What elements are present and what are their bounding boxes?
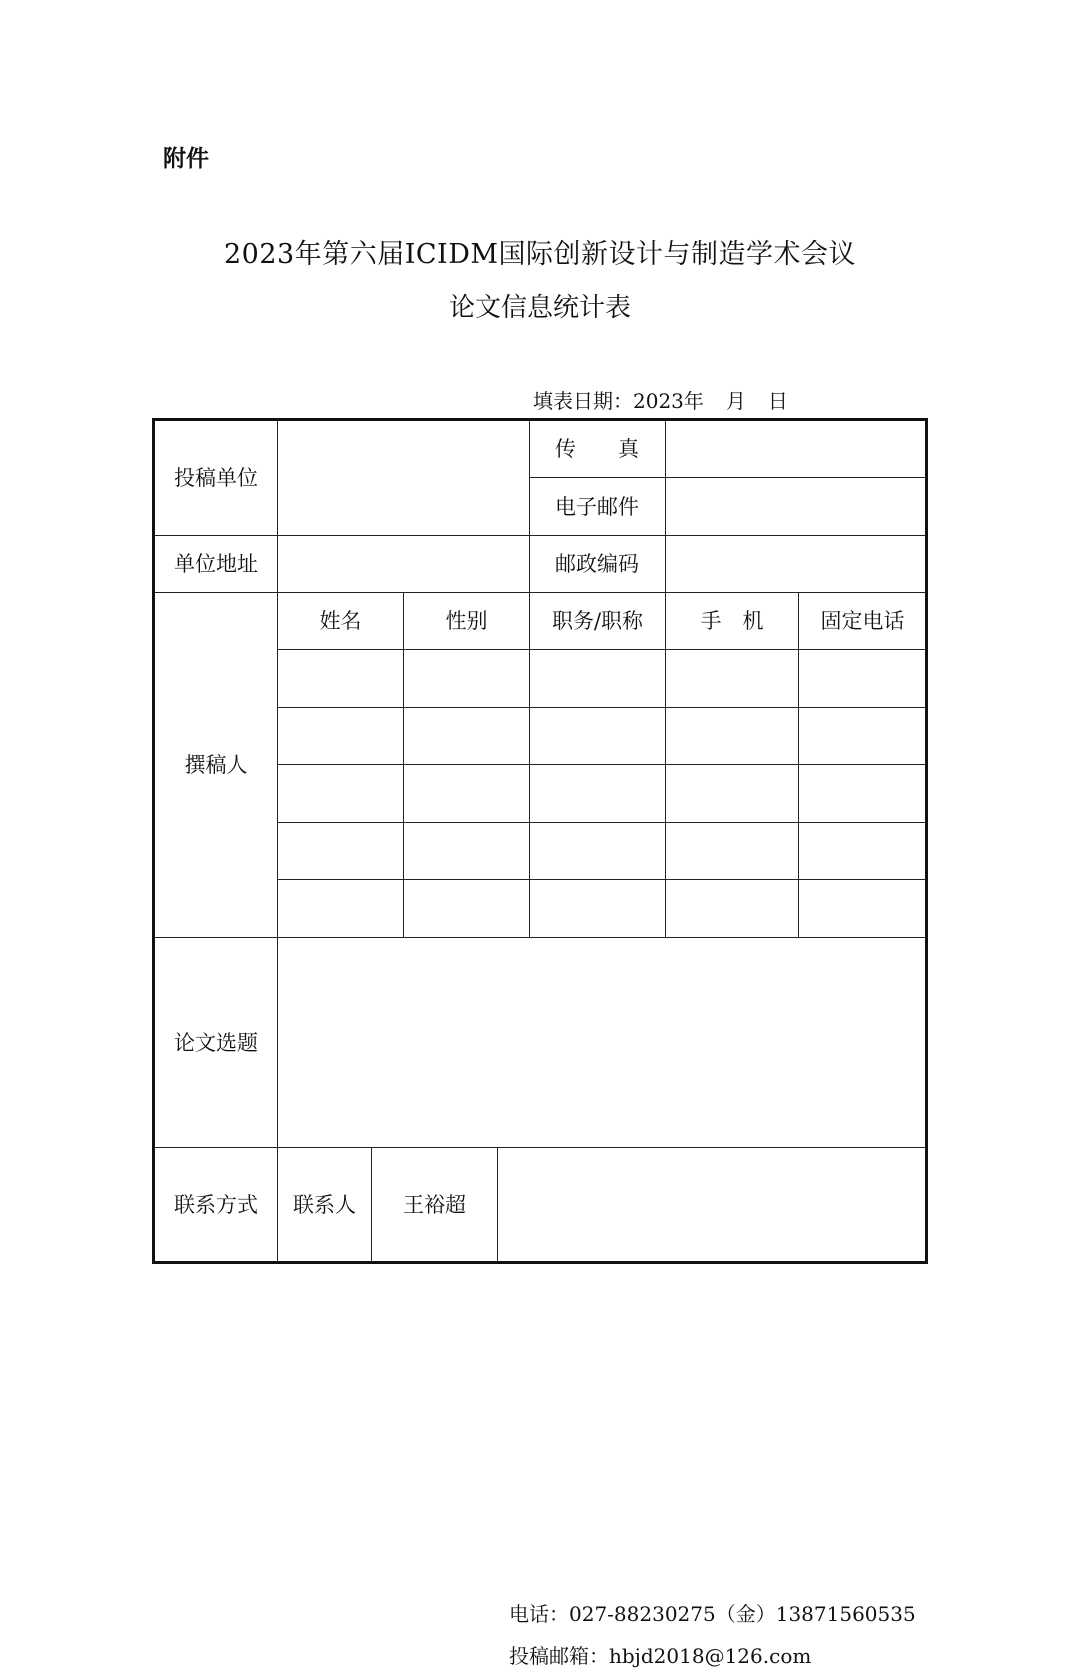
author-mobile-cell[interactable] <box>666 823 798 879</box>
authors-label: 撰稿人 <box>184 753 248 777</box>
paper-info-form <box>152 418 928 1668</box>
postcode-label: 邮政编码 <box>555 552 639 576</box>
column-header-title: 职务/职称 <box>551 609 644 633</box>
author-mobile-cell[interactable] <box>666 765 798 822</box>
author-landline-cell[interactable] <box>799 650 926 707</box>
author-title-cell[interactable] <box>530 650 665 707</box>
author-landline-cell[interactable] <box>799 708 926 764</box>
column-header-landline: 固定电话 <box>820 609 905 633</box>
author-title-cell[interactable] <box>530 823 665 879</box>
author-gender-cell[interactable] <box>404 708 529 764</box>
submit-unit-field[interactable] <box>278 421 529 535</box>
email-label: 电子邮件 <box>555 494 639 519</box>
email-field[interactable] <box>666 478 926 535</box>
author-landline-cell[interactable] <box>799 823 926 879</box>
document-title: 2023年第六届ICIDM国际创新设计与制造学术会议 <box>224 239 856 270</box>
postcode-field[interactable] <box>666 536 926 592</box>
author-name-cell[interactable] <box>278 823 403 879</box>
author-gender-cell[interactable] <box>404 823 529 879</box>
fill-date-label: 填表日期：2023年 <box>533 389 704 413</box>
author-landline-cell[interactable] <box>799 880 926 937</box>
submit-unit-label: 投稿单位 <box>174 466 258 490</box>
author-gender-cell[interactable] <box>404 765 529 822</box>
fax-field[interactable] <box>666 421 926 477</box>
author-mobile-cell[interactable] <box>666 708 798 764</box>
fill-date-month: 月 <box>725 389 746 413</box>
author-name-cell[interactable] <box>278 765 403 822</box>
address-field[interactable] <box>278 536 529 592</box>
author-name-cell[interactable] <box>278 708 403 764</box>
author-title-cell[interactable] <box>530 708 665 764</box>
author-mobile-cell[interactable] <box>666 650 798 707</box>
author-title-cell[interactable] <box>530 880 665 937</box>
contact-email[interactable]: 投稿邮箱：hbjd2018@126.com <box>509 1644 812 1668</box>
author-name-cell[interactable] <box>278 650 403 707</box>
fill-date <box>533 387 788 415</box>
fill-date-day: 日 <box>767 389 788 413</box>
column-header-mobile: 手 机 <box>700 609 764 633</box>
address-label: 单位地址 <box>174 552 258 576</box>
column-header-gender: 性别 <box>445 609 488 633</box>
document-subtitle: 论文信息统计表 <box>448 293 631 323</box>
fax-label: 传 真 <box>555 437 639 461</box>
author-name-cell[interactable] <box>278 880 403 937</box>
paper-topic-field[interactable] <box>278 938 926 1147</box>
author-title-cell[interactable] <box>530 765 665 822</box>
author-mobile-cell[interactable] <box>666 880 798 937</box>
contact-phone: 电话：027-88230275（金）13871560535 <box>509 1602 916 1626</box>
attachment-label: 附件 <box>163 146 209 172</box>
author-gender-cell[interactable] <box>404 650 529 707</box>
author-gender-cell[interactable] <box>404 880 529 937</box>
contact-person-name: 王裕超 <box>403 1192 466 1217</box>
contact-details <box>509 1593 916 1677</box>
paper-topic-label: 论文选题 <box>174 1030 258 1055</box>
contact-person-label: 联系人 <box>293 1192 356 1217</box>
contact-label: 联系方式 <box>174 1192 258 1217</box>
column-header-name: 姓名 <box>319 609 362 633</box>
grid-line <box>497 1147 498 1261</box>
author-landline-cell[interactable] <box>799 765 926 822</box>
